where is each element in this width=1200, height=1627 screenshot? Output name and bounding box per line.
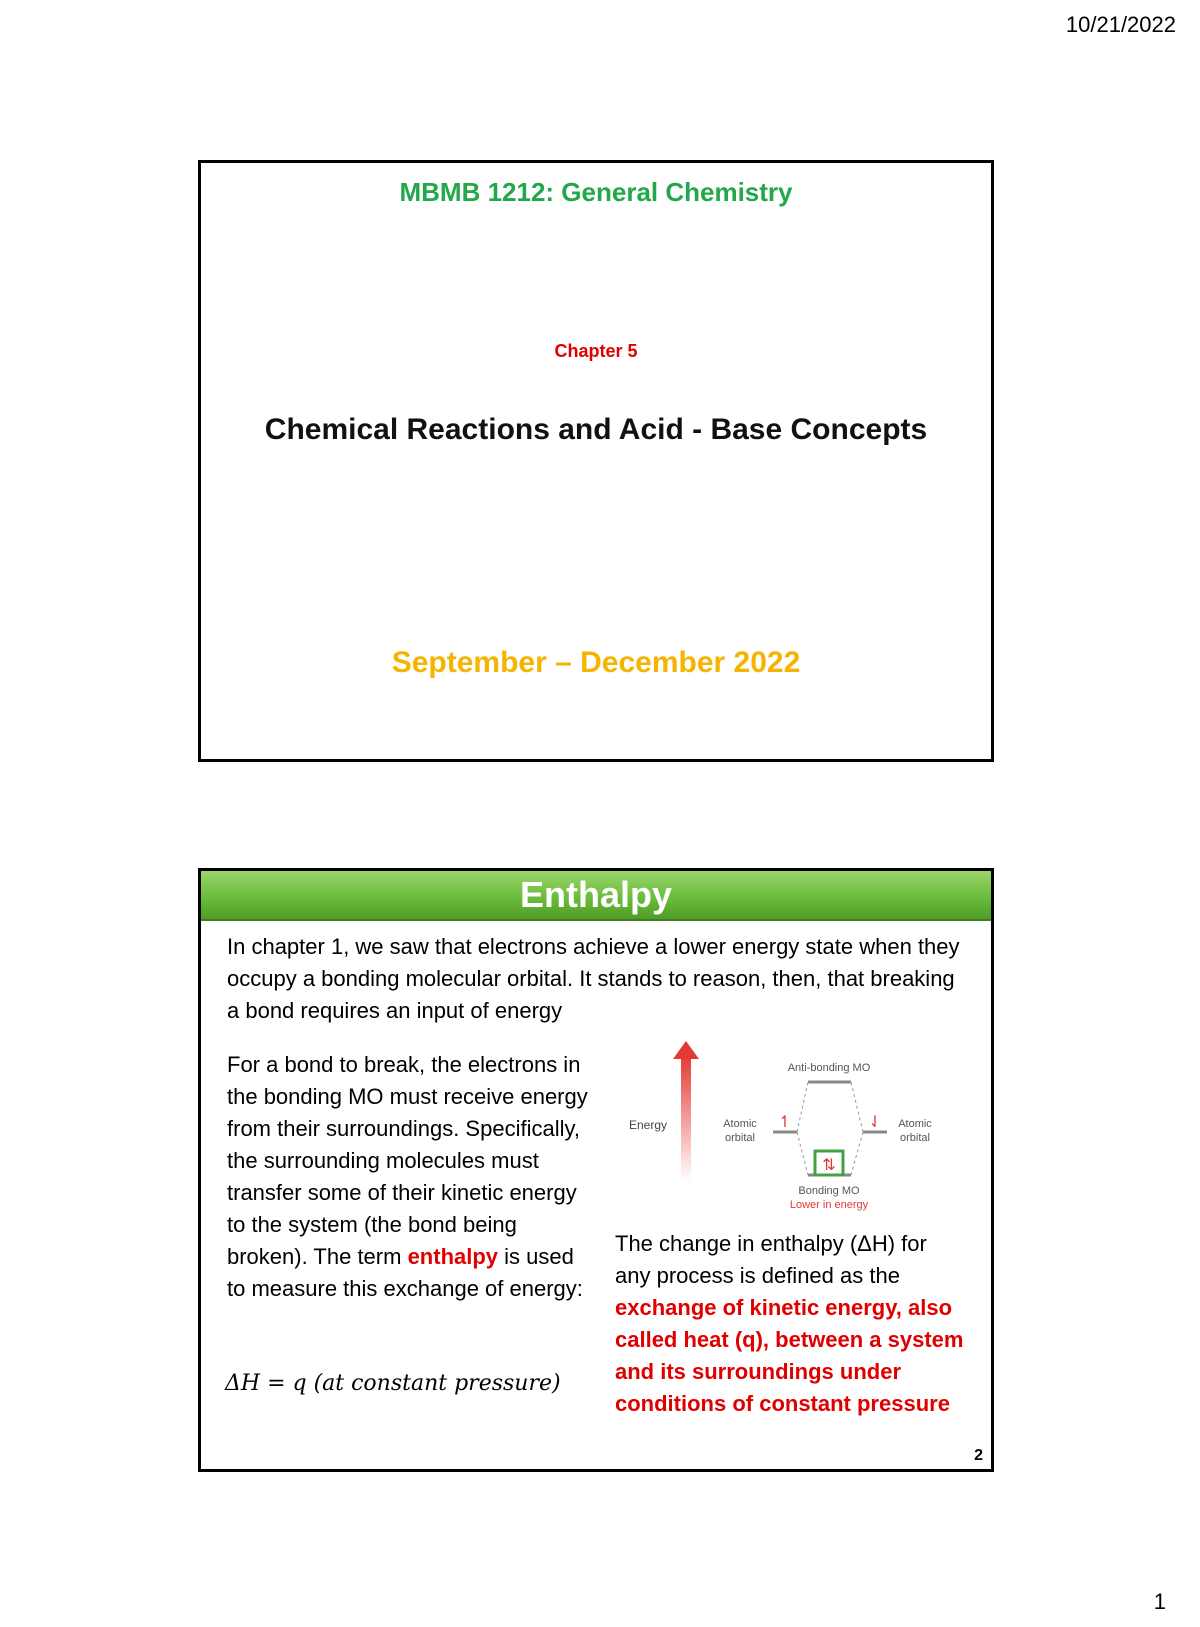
connector xyxy=(851,1082,863,1132)
lower-energy-label: Lower in energy xyxy=(789,1199,869,1211)
atomic-left-label-2: orbital xyxy=(725,1132,755,1144)
slide-heading: Enthalpy xyxy=(201,871,991,921)
connector xyxy=(797,1132,808,1175)
connector xyxy=(797,1082,808,1132)
chapter-label: Chapter 5 xyxy=(554,341,638,361)
energy-arrow-shaft xyxy=(681,1055,691,1181)
energy-arrow-head xyxy=(673,1041,699,1059)
page-date: 10/21/2022 xyxy=(1065,12,1176,37)
electron-pair-arrows: ⇅ xyxy=(822,1155,836,1174)
mo-diagram-svg xyxy=(615,1037,955,1212)
definition-highlight: exchange of kinetic energy, also called heat (q), between a system and its surroundings under conditions of constant pressure xyxy=(615,1295,964,1416)
atomic-left-label-1: Atomic xyxy=(723,1118,757,1130)
slide-number: 2 xyxy=(974,1447,983,1464)
chapter-title: Chemical Reactions and Acid - Base Concepts xyxy=(264,413,928,446)
course-dates: September – December 2022 xyxy=(391,646,801,679)
intro-paragraph: In chapter 1, we saw that electrons achieve a lower energy state when they occupy a bonding molecular orbital. It stands to reason, then, that breaking a bond requires an input of energy xyxy=(227,934,960,1023)
page-number: 1 xyxy=(1153,1589,1166,1614)
mo-energy-diagram xyxy=(615,1037,955,1212)
enthalpy-equation: ΔH = q (at constant pressure) xyxy=(225,1371,561,1396)
enthalpy-term: enthalpy xyxy=(407,1244,499,1269)
definition-text: The change in enthalpy (ΔH) for any process is defined as the xyxy=(615,1231,927,1288)
enthalpy-definition xyxy=(615,1228,965,1420)
title-slide xyxy=(198,160,994,762)
electron-down-arrow: ⇃ xyxy=(868,1112,882,1131)
atomic-right-label-1: Atomic xyxy=(898,1118,932,1130)
atomic-right-label-2: orbital xyxy=(900,1132,930,1144)
antibonding-label: Anti-bonding MO xyxy=(787,1062,871,1074)
connector xyxy=(851,1132,863,1175)
course-title: MBMB 1212: General Chemistry xyxy=(399,177,793,207)
paragraph-text: is used to measure this exchange of energy: xyxy=(227,1244,583,1301)
paragraph-text: For a bond to break, the electrons in the bonding MO must receive energy from their surroundings. Specifically, the surrounding molecules must transfer some of their kinetic energy to the system (the bond being broken). The term xyxy=(227,1052,588,1269)
bond-break-paragraph xyxy=(227,1049,597,1305)
enthalpy-slide xyxy=(198,868,994,1472)
electron-up-arrow: ↿ xyxy=(778,1112,792,1131)
bonding-label: Bonding MO xyxy=(798,1185,860,1197)
energy-label: Energy xyxy=(629,1118,668,1132)
